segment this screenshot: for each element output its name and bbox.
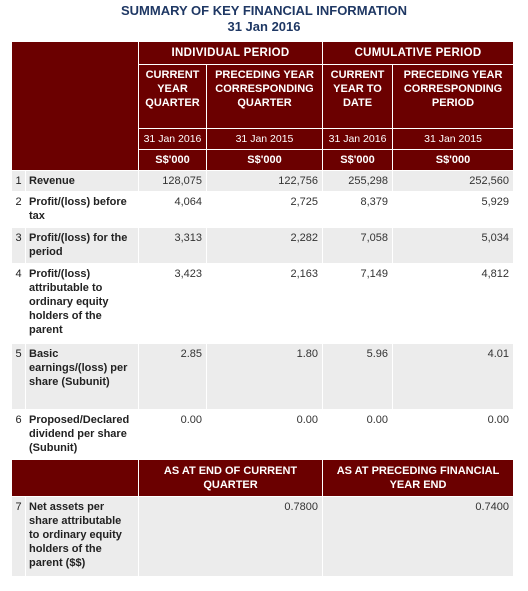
row-value: 5,034 [393, 228, 514, 264]
col-heading-preceding-year-period: PRECEDING YEAR CORRESPONDING PERIOD [393, 65, 514, 129]
row-value: 2,282 [207, 228, 323, 264]
row-value: 3,313 [139, 228, 207, 264]
col-heading-current-year-to-date: CURRENT YEAR TO DATE [323, 65, 393, 129]
row-value: 128,075 [139, 171, 207, 192]
row-value: 7,058 [323, 228, 393, 264]
row-number: 2 [12, 192, 26, 228]
row-value: 2.85 [139, 344, 207, 410]
row-value: 0.00 [139, 410, 207, 460]
row-number: 1 [12, 171, 26, 192]
col-unit: S$'000 [139, 150, 207, 171]
row-value: 5,929 [393, 192, 514, 228]
row-value: 4,064 [139, 192, 207, 228]
col-unit: S$'000 [323, 150, 393, 171]
row-value: 0.7800 [139, 497, 323, 577]
financial-summary-table [11, 41, 514, 577]
col-date: 31 Jan 2015 [393, 129, 514, 150]
row-value: 122,756 [207, 171, 323, 192]
row-value: 0.7400 [323, 497, 514, 577]
report-title [0, 0, 528, 35]
cumulative-period-header: CUMULATIVE PERIOD [323, 42, 514, 65]
row-value: 2,725 [207, 192, 323, 228]
section2-header-blank [12, 460, 139, 497]
row-value: 2,163 [207, 264, 323, 344]
col-date: 31 Jan 2015 [207, 129, 323, 150]
row-value: 1.80 [207, 344, 323, 410]
row-number: 6 [12, 410, 26, 460]
section2-col-heading-preceding-year-end: AS AT PRECEDING FINANCIAL YEAR END [323, 460, 514, 497]
table-row [12, 192, 514, 228]
row-value: 0.00 [393, 410, 514, 460]
individual-period-header: INDIVIDUAL PERIOD [139, 42, 323, 65]
row-label: Proposed/Declared dividend per share (Subunit) [26, 410, 139, 460]
row-value: 4.01 [393, 344, 514, 410]
row-number: 5 [12, 344, 26, 410]
report-title-line1: SUMMARY OF KEY FINANCIAL INFORMATION [121, 3, 407, 18]
table-row [12, 171, 514, 192]
row-value: 0.00 [323, 410, 393, 460]
row-value: 4,812 [393, 264, 514, 344]
row-value: 8,379 [323, 192, 393, 228]
row-value: 7,149 [323, 264, 393, 344]
row-number: 4 [12, 264, 26, 344]
col-unit: S$'000 [393, 150, 514, 171]
section2-col-heading-current-quarter: AS AT END OF CURRENT QUARTER [139, 460, 323, 497]
col-date: 31 Jan 2016 [323, 129, 393, 150]
row-label: Revenue [26, 171, 139, 192]
col-heading-preceding-year-quarter: PRECEDING YEAR CORRESPONDING QUARTER [207, 65, 323, 129]
row-value: 252,560 [393, 171, 514, 192]
table-row [12, 497, 514, 577]
col-unit: S$'000 [207, 150, 323, 171]
row-label: Profit/(loss) before tax [26, 192, 139, 228]
row-value: 0.00 [207, 410, 323, 460]
row-number: 7 [12, 497, 26, 577]
row-label: Net assets per share attributable to ordinary equity holders of the parent ($$) [26, 497, 139, 577]
table-row [12, 344, 514, 410]
col-date: 31 Jan 2016 [139, 129, 207, 150]
row-label: Profit/(loss) for the period [26, 228, 139, 264]
row-label: Profit/(loss) attributable to ordinary equity holders of the parent [26, 264, 139, 344]
row-number: 3 [12, 228, 26, 264]
header-blank [12, 42, 139, 171]
table-row [12, 410, 514, 460]
row-value: 3,423 [139, 264, 207, 344]
report-title-date: 31 Jan 2016 [227, 19, 301, 34]
row-value: 255,298 [323, 171, 393, 192]
table-row [12, 228, 514, 264]
col-heading-current-year-quarter: CURRENT YEAR QUARTER [139, 65, 207, 129]
row-value: 5.96 [323, 344, 393, 410]
table-row [12, 264, 514, 344]
row-label: Basic earnings/(loss) per share (Subunit) [26, 344, 139, 410]
